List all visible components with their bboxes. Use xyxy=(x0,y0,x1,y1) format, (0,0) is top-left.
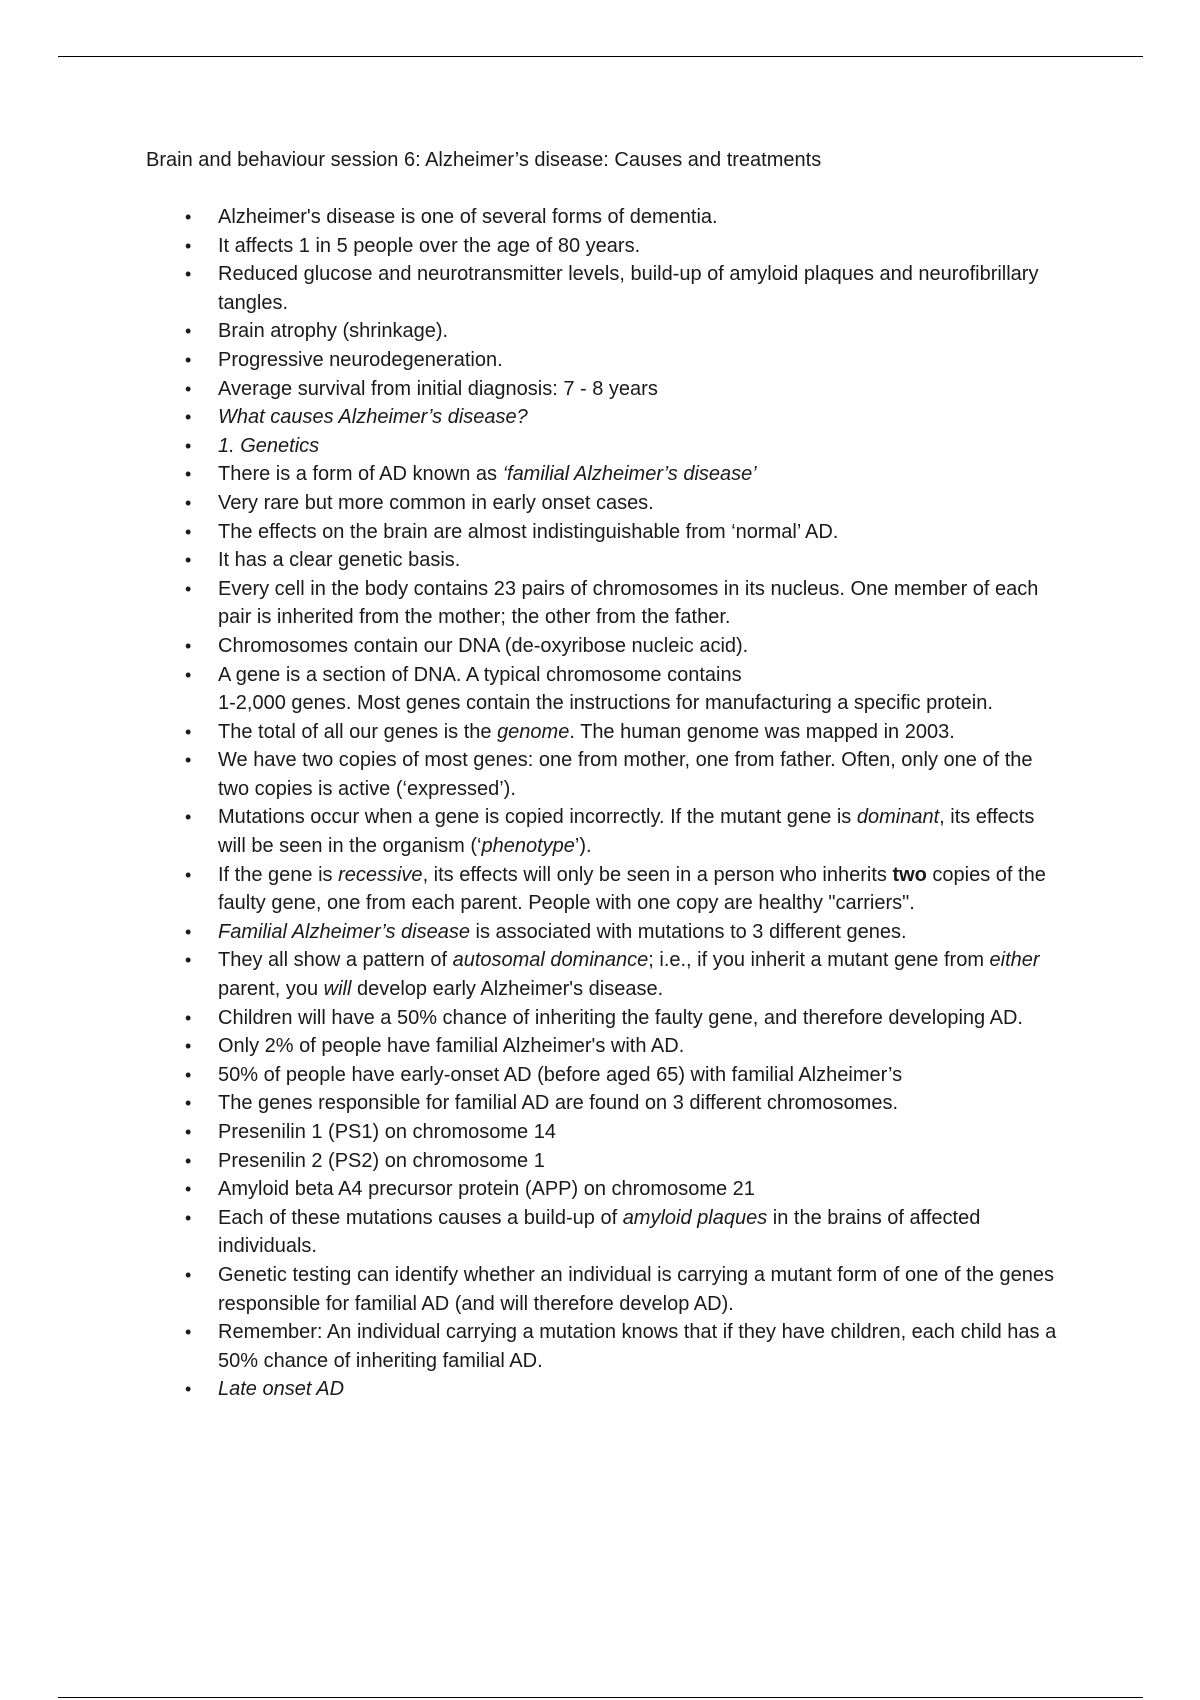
list-item-text: 1. Genetics xyxy=(218,434,320,457)
list-item xyxy=(146,460,1066,489)
bullet-icon: • xyxy=(185,407,192,428)
bullet-icon: • xyxy=(185,1122,192,1142)
list-item-text: genome xyxy=(497,720,570,743)
bullet-icon: • xyxy=(185,950,192,971)
list-item-text: Progressive neurodegeneration. xyxy=(218,348,503,371)
list-item xyxy=(146,1032,1066,1061)
list-item-text: What causes Alzheimer’s disease? xyxy=(218,406,528,429)
list-item-text: copies of the faulty gene, one from each parent. People with one copy are healthy "carriers". xyxy=(218,863,1046,915)
bullet-icon: • xyxy=(185,1093,192,1114)
bullet-icon: • xyxy=(185,664,192,685)
bullet-icon: • xyxy=(185,550,192,571)
list-item xyxy=(146,632,1066,661)
bullet-icon: • xyxy=(185,378,192,399)
list-item xyxy=(146,1147,1066,1176)
list-item-text: Very rare but more common in early onset cases. xyxy=(218,491,654,514)
list-item xyxy=(146,260,1066,317)
list-item xyxy=(146,861,1066,918)
list-item-text: The genes responsible for familial AD are found on 3 different chromosomes. xyxy=(218,1092,898,1115)
list-item xyxy=(146,317,1066,346)
list-item xyxy=(146,1118,1066,1147)
list-item xyxy=(146,1318,1066,1375)
bullet-icon: • xyxy=(185,1064,192,1085)
list-item-text: Late onset AD xyxy=(218,1378,345,1401)
bullet-icon: • xyxy=(185,721,192,742)
bullet-icon: • xyxy=(185,921,192,942)
list-item-text: will xyxy=(323,978,352,1001)
list-item-text: We have two copies of most genes: one from mother, one from father. Often, only one of the two copies is active (‘expressed’). xyxy=(218,749,1033,800)
bullet-icon: • xyxy=(185,864,192,885)
bullet-icon: • xyxy=(185,207,192,227)
list-item-text: Children will have a 50% chance of inheriting the faulty gene, and therefore developing AD. xyxy=(218,1006,1023,1029)
footer-rule xyxy=(58,1697,1143,1698)
document-title: Brain and behaviour session 6: Alzheimer’s disease: Causes and treatments xyxy=(146,149,822,171)
list-item xyxy=(146,518,1066,547)
list-item xyxy=(146,203,1066,232)
list-item xyxy=(146,232,1066,261)
list-item-text: in the brains of affected individuals. xyxy=(218,1206,981,1258)
list-item-text: The effects on the brain are almost indistinguishable from ‘normal’ AD. xyxy=(218,520,839,543)
list-item-text: ’). xyxy=(574,835,592,858)
bullet-icon: • xyxy=(185,1264,192,1285)
bullet-icon: • xyxy=(185,1007,192,1028)
list-item-text: Genetic testing can identify whether an individual is carrying a mutant form of one of the genes responsible for familial AD (and will therefore develop AD). xyxy=(218,1263,1055,1315)
header-rule xyxy=(58,56,1143,57)
list-item-text: Familial Alzheimer’s disease xyxy=(218,920,470,943)
list-item xyxy=(146,403,1066,432)
bullet-icon: • xyxy=(185,750,192,771)
list-item xyxy=(146,718,1066,747)
list-item-text: Chromosomes contain our DNA (de-oxyribose nucleic acid). xyxy=(218,634,749,657)
list-item-text: , its effects will only be seen in a person who inherits xyxy=(422,863,893,886)
list-item xyxy=(146,489,1066,518)
list-item-text: It affects 1 in 5 people over the age of 80 years. xyxy=(218,234,641,257)
list-item xyxy=(146,1061,1066,1090)
list-item-text: . The human genome was mapped in 2003. xyxy=(569,720,955,743)
list-item-text: Mutations occur when a gene is copied incorrectly. If the mutant gene is xyxy=(218,806,857,829)
list-item-text: The total of all our genes is the xyxy=(218,720,498,743)
bullet-icon: • xyxy=(185,349,192,370)
list-item-text: They all show a pattern of xyxy=(218,949,453,972)
list-item-text: ‘familial Alzheimer’s disease’ xyxy=(502,463,757,486)
list-item-text: Presenilin 2 (PS2) on chromosome 1 xyxy=(218,1149,545,1172)
bullet-icon: • xyxy=(185,1150,192,1171)
list-item-text: Reduced glucose and neurotransmitter levels, build-up of amyloid plaques and neurofibrillary tangles. xyxy=(218,263,1039,314)
list-item xyxy=(146,1004,1066,1033)
list-item-text: 50% of people have early-onset AD (before aged 65) with familial Alzheimer’s xyxy=(218,1063,903,1086)
list-item-text: either xyxy=(989,949,1040,972)
list-item-text: Presenilin 1 (PS1) on chromosome 14 xyxy=(218,1121,556,1143)
list-item xyxy=(146,946,1066,1003)
list-item-text: recessive xyxy=(338,863,423,886)
bullet-icon: • xyxy=(185,464,192,485)
list-item-text: autosomal dominance xyxy=(452,949,649,972)
bullet-icon: • xyxy=(185,578,192,599)
list-item-text: Alzheimer's disease is one of several forms of dementia. xyxy=(218,206,718,228)
list-item-text: A gene is a section of DNA. A typical chromosome contains xyxy=(218,663,742,686)
list-item xyxy=(146,746,1066,803)
bullet-icon: • xyxy=(185,235,192,256)
bullet-icon: • xyxy=(185,435,192,456)
bullet-icon: • xyxy=(185,521,192,542)
list-item-text: Remember: An individual carrying a mutation knows that if they have children, each child has a 50% chance of inheriting familial AD. xyxy=(218,1321,1057,1372)
list-item xyxy=(146,918,1066,947)
list-item-text: amyloid plaques xyxy=(622,1206,768,1229)
list-item-text: Average survival from initial diagnosis: 7 - 8 years xyxy=(218,377,658,400)
list-item xyxy=(146,1175,1066,1204)
list-item xyxy=(146,546,1066,575)
bullet-icon: • xyxy=(185,1322,192,1343)
bullet-icon: • xyxy=(185,492,192,513)
list-item-text: If the gene is xyxy=(218,863,339,886)
list-item-text: There is a form of AD known as xyxy=(218,463,503,486)
bullet-icon: • xyxy=(185,1036,192,1057)
list-item xyxy=(146,375,1066,404)
bullet-icon: • xyxy=(185,1207,192,1228)
list-item-text: develop early Alzheimer's disease. xyxy=(351,978,664,1001)
list-item xyxy=(146,432,1066,461)
bullet-icon: • xyxy=(185,1179,192,1200)
bullet-icon: • xyxy=(185,1379,192,1400)
bullet-icon: • xyxy=(185,635,192,656)
bullet-icon: • xyxy=(185,264,192,285)
list-item-text: dominant xyxy=(856,806,940,829)
list-item-text: parent, you xyxy=(218,978,324,1001)
list-item xyxy=(146,1204,1066,1261)
list-item xyxy=(146,1261,1066,1318)
list-item-text: Only 2% of people have familial Alzheimer's with AD. xyxy=(218,1035,685,1058)
list-item-text: Every cell in the body contains 23 pairs of chromosomes in its nucleus. One member of each pair is inherited from the mother; the other from the father. xyxy=(218,577,1039,629)
bullet-list xyxy=(146,203,1066,1404)
list-item-text: Amyloid beta A4 precursor protein (APP) on chromosome 21 xyxy=(218,1178,755,1201)
list-item xyxy=(146,1089,1066,1118)
bullet-icon: • xyxy=(185,807,192,828)
list-item-text: It has a clear genetic basis. xyxy=(218,549,461,572)
bullet-icon: • xyxy=(185,321,192,342)
list-item-text: phenotype xyxy=(481,835,575,858)
list-item xyxy=(146,803,1066,860)
list-item-text: 1-2,000 genes. Most genes contain the instructions for manufacturing a specific protein. xyxy=(218,692,993,715)
list-item xyxy=(146,661,1066,718)
list-item-text: is associated with mutations to 3 different genes. xyxy=(469,920,907,943)
list-item xyxy=(146,346,1066,375)
list-item-text: two xyxy=(892,863,927,886)
list-item-text: ; i.e., if you inherit a mutant gene from xyxy=(648,949,990,972)
list-item-text: , its effects will be seen in the organism (‘ xyxy=(218,806,1035,858)
list-item-text: Each of these mutations causes a build-up of xyxy=(218,1206,623,1229)
list-item-text: Brain atrophy (shrinkage). xyxy=(218,320,449,343)
list-item xyxy=(146,1375,1066,1404)
list-item xyxy=(146,575,1066,632)
